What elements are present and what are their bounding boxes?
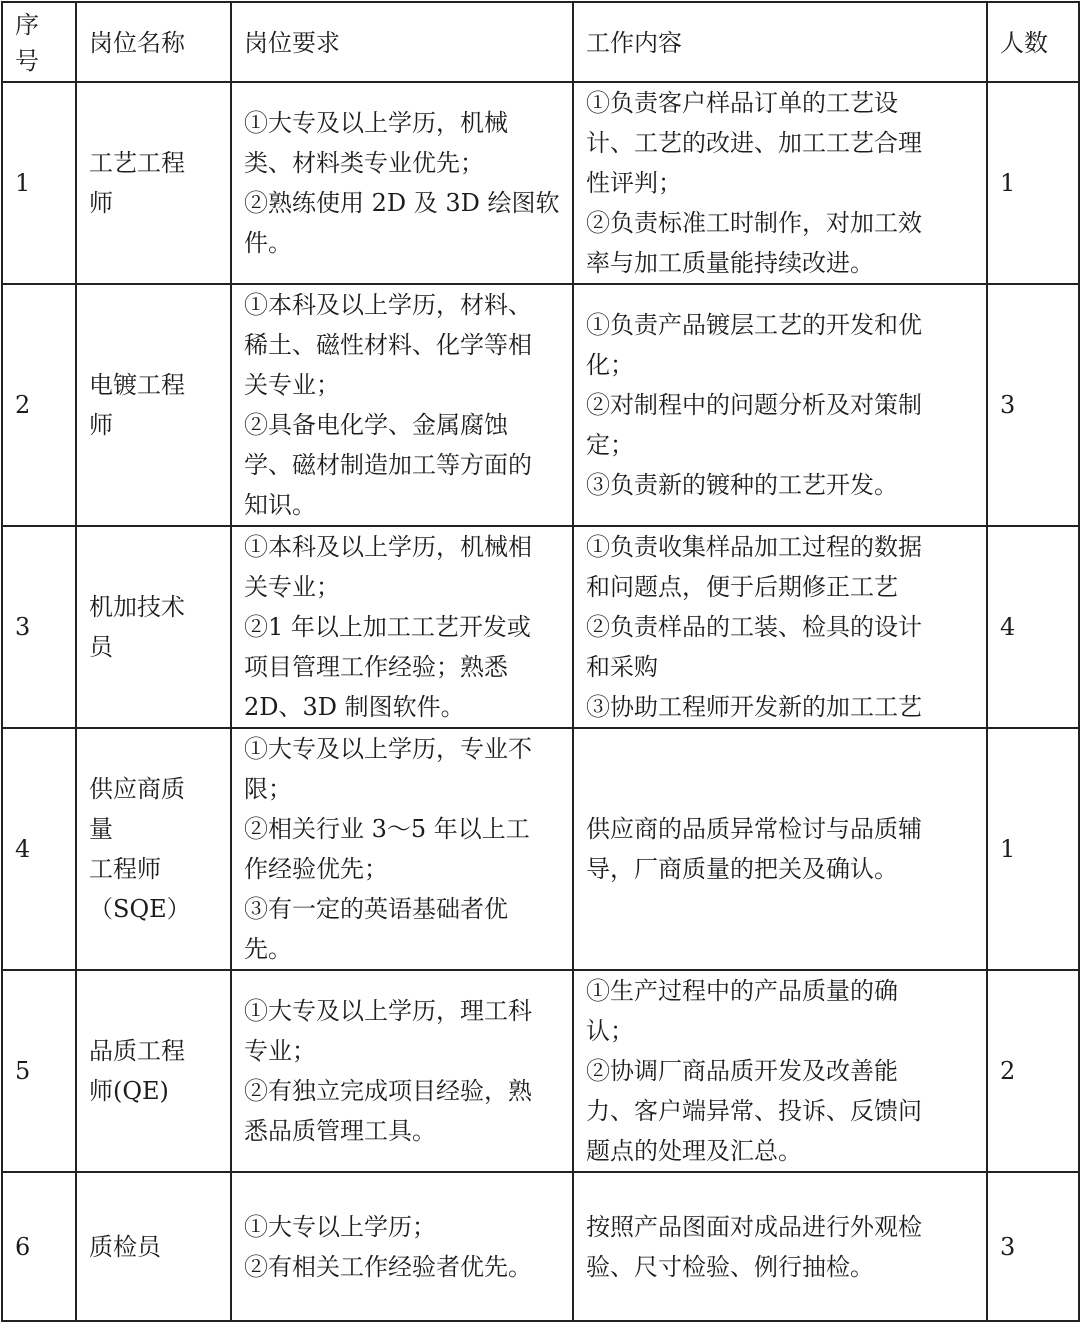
table-row [2,728,1079,970]
row-headcount: 1 [987,728,1079,970]
row-job-duties: ①负责收集样品加工过程的数据 和问题点，便于后期修正工艺 ②负责样品的工装、检具的设计 和采购 ③协助工程师开发新的加工工艺 [573,526,987,728]
row-job-duties: 按照产品图面对成品进行外观检 验、尺寸检验、例行抽检。 [573,1172,987,1321]
row-position-requirements: ①本科及以上学历，材料、 稀土、磁性材料、化学等相 关专业； ②具备电化学、金属腐蚀 学、磁材制造加工等方面的 知识。 [231,284,573,526]
header-position-name: 岗位名称 [76,2,231,82]
header-job-duties: 工作内容 [573,2,987,82]
table-row [2,526,1079,728]
row-headcount: 3 [987,1172,1079,1321]
row-position-requirements: ①大专及以上学历，专业不 限； ②相关行业 3～5 年以上工 作经验优先； ③有一定的英语基础者优 先。 [231,728,573,970]
table-row [2,970,1079,1172]
row-job-duties: ①生产过程中的产品质量的确 认； ②协调厂商品质开发及改善能 力、客户端异常、投诉、反馈问 题点的处理及汇总。 [573,970,987,1172]
row-headcount: 3 [987,284,1079,526]
row-position-requirements: ①大专及以上学历，机械 类、材料类专业优先； ②熟练使用 2D 及 3D 绘图软 件。 [231,82,573,284]
job-positions-table [1,1,1080,1322]
row-position-requirements: ①本科及以上学历，机械相 关专业； ②1 年以上加工工艺开发或 项目管理工作经验；熟悉 2D、3D 制图软件。 [231,526,573,728]
table-row [2,82,1079,284]
row-position-name: 机加技术 员 [76,526,231,728]
row-position-name: 供应商质 量 工程师 （SQE） [76,728,231,970]
row-position-name: 品质工程 师(QE) [76,970,231,1172]
row-headcount: 2 [987,970,1079,1172]
row-serial-number: 6 [2,1172,76,1321]
row-position-name: 工艺工程 师 [76,82,231,284]
table-row [2,284,1079,526]
row-serial-number: 4 [2,728,76,970]
row-serial-number: 5 [2,970,76,1172]
table-row [2,1172,1079,1321]
row-job-duties: 供应商的品质异常检讨与品质辅 导，厂商质量的把关及确认。 [573,728,987,970]
header-row [2,2,1079,82]
header-serial-number: 序 号 [2,2,76,82]
row-position-name: 质检员 [76,1172,231,1321]
row-serial-number: 1 [2,82,76,284]
row-position-name: 电镀工程 师 [76,284,231,526]
row-position-requirements: ①大专以上学历； ②有相关工作经验者优先。 [231,1172,573,1321]
header-headcount: 人数 [987,2,1079,82]
row-job-duties: ①负责产品镀层工艺的开发和优 化； ②对制程中的问题分析及对策制 定； ③负责新的镀种的工艺开发。 [573,284,987,526]
row-headcount: 1 [987,82,1079,284]
row-serial-number: 2 [2,284,76,526]
row-serial-number: 3 [2,526,76,728]
row-headcount: 4 [987,526,1079,728]
header-position-requirements: 岗位要求 [231,2,573,82]
row-position-requirements: ①大专及以上学历，理工科 专业； ②有独立完成项目经验，熟 悉品质管理工具。 [231,970,573,1172]
row-job-duties: ①负责客户样品订单的工艺设 计、工艺的改进、加工工艺合理 性评判； ②负责标准工时制作，对加工效 率与加工质量能持续改进。 [573,82,987,284]
